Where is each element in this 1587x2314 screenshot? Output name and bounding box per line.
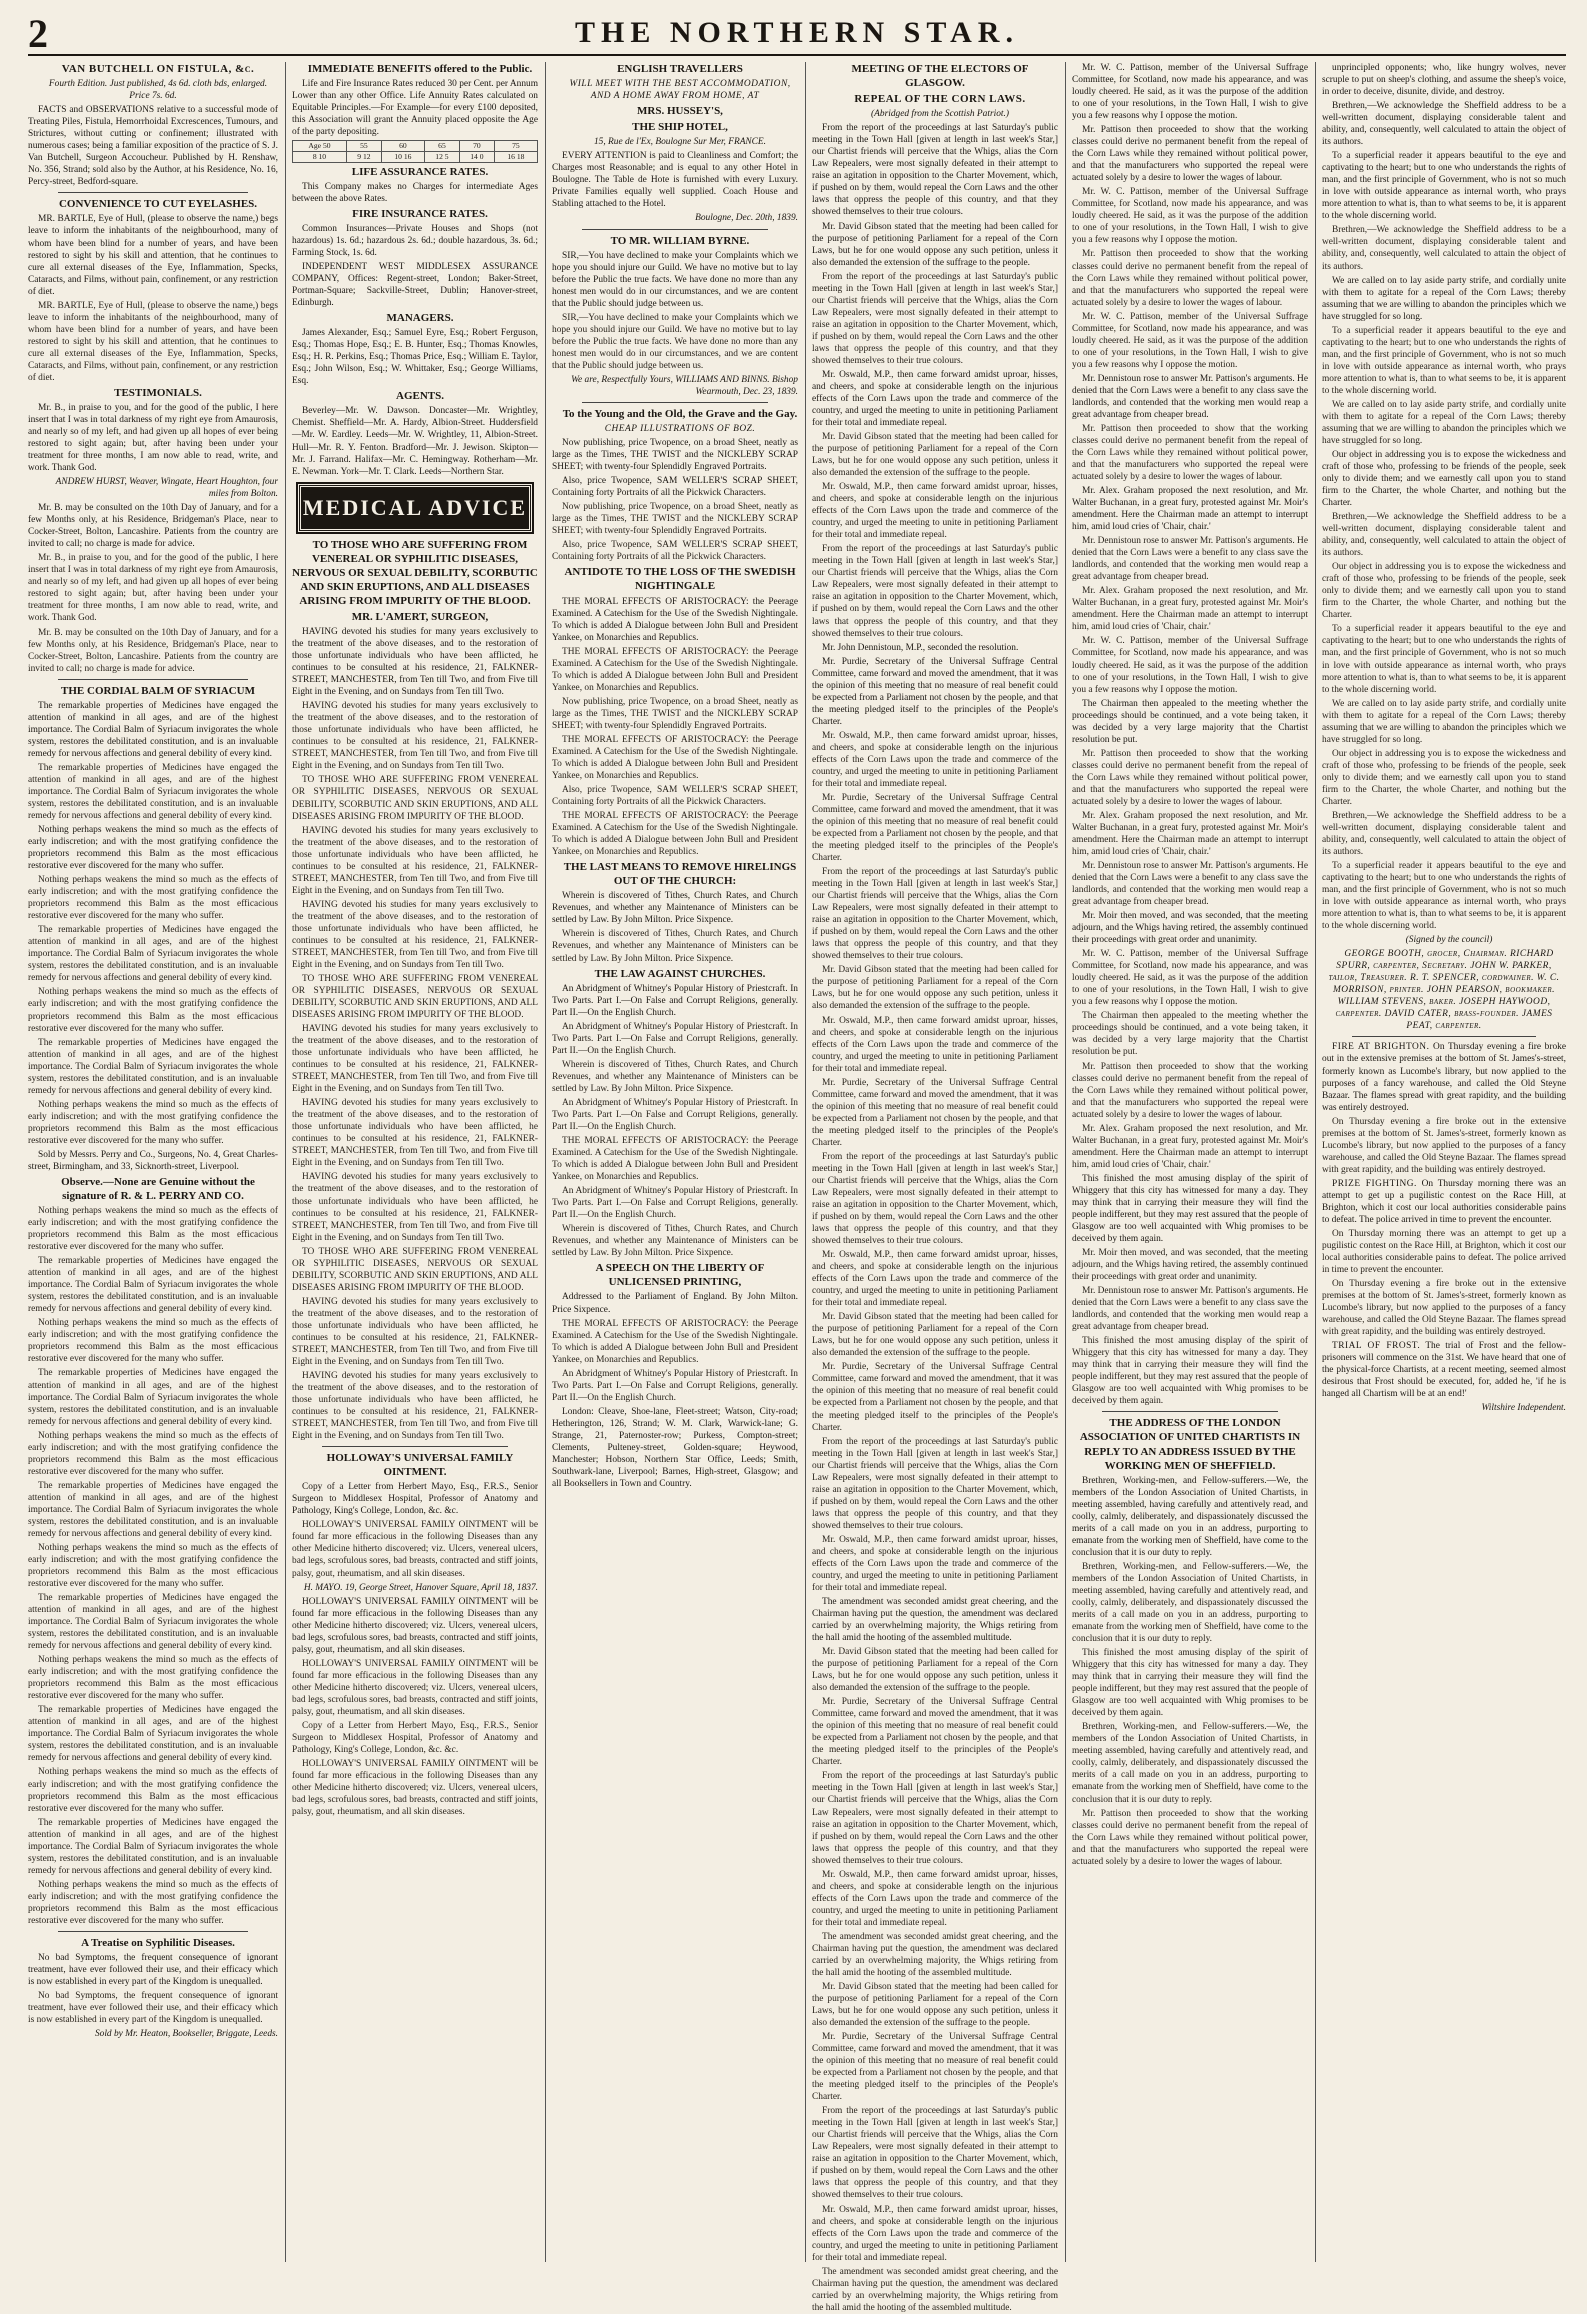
managers-heading: MANAGERS. <box>386 312 454 325</box>
advert-body: The remarkable properties of Medicines have engaged the attention of mankind in all ages, and are of the highest importance. The Cordial Balm of Syriacum invigorates the whole system, restores the debilitated constitution, and is an invaluable remedy for nervous affections and general debility of every kind. <box>28 1480 278 1539</box>
table-row <box>293 141 538 152</box>
advert-heading: A Treatise on Syphilitic Diseases. <box>81 1936 235 1949</box>
advert-body: Nothing perhaps weakens the mind so much as the effects of early indiscretion; and with the most gratifying confidence the proprietors recommend this Balm as the most efficacious restorative ever discovered for the many who suffer. <box>28 987 278 1034</box>
advert-heading: To the Young and the Old, the Grave and the Gay. <box>562 407 798 420</box>
article-paragraph: From the report of the proceedings at last Saturday's public meeting in the Town Hall [given at length in last week's Star,] our Chartist friends will perceive that the Whigs, alias the Corn Law Repealers, were most signally defeated in their attempt to raise an agitation in opposition to the Charter Movement, which, if pushed on by them, would repeal the Corn Laws and the other laws that oppress the people of this country, and that they showed themselves to their true colours. <box>812 1436 1058 1531</box>
news-paragraph: On Thursday evening a fire broke out in the extensive premises at the bottom of St. James's-street, formerly known as Lucombe's library, but now applied to the purposes of a fancy warehouse, and called the Old Steyne Bazaar. The flames spread with great rapidity, and the building was entirely destroyed. <box>1322 1116 1566 1175</box>
advert-date: Boulogne, Dec. 20th, 1839. <box>695 213 798 224</box>
advert-body: INDEPENDENT WEST MIDDLESEX ASSURANCE COMPANY, Offices: Regent-street, London; Baker-Street, Portman-Square; Sackville-Street, Dublin; Hanover-street, Edinburgh. <box>292 261 538 309</box>
article-source: (Abridged from the Scottish Patriot.) <box>871 109 1009 120</box>
advert-body: Nothing perhaps weakens the mind so much as the effects of early indiscretion; and with the most gratifying confidence the proprietors recommend this Balm as the most efficacious restorative ever discovered for the many who suffer. <box>28 1767 278 1814</box>
article-paragraph: From the report of the proceedings at last Saturday's public meeting in the Town Hall [given at length in last week's Star,] our Chartist friends will perceive that the Whigs, alias the Corn Law Repealers, were most signally defeated in their attempt to raise an agitation in opposition to the Charter Movement, which, if pushed on by them, would repeal the Corn Laws and the other laws that oppress the people of this country, and that they showed themselves to their true colours. <box>812 544 1058 639</box>
article-paragraph: Mr. Moir then moved, and was seconded, that the meeting adjourn, and the Whigs having retired, the assembly continued their proceedings with great order and unanimity. <box>1072 1247 1308 1283</box>
article-paragraph: Mr. Oswald, M.P., then came forward amidst uproar, hisses, and cheers, and spoke at considerable length on the injurious effects of the Corn Laws upon the trade and commerce of the country, and urged the meeting to unite in petitioning Parliament for their total and immediate repeal. <box>812 1869 1058 1928</box>
advert-heading: ENGLISH TRAVELLERS <box>617 63 743 75</box>
page-number: 2 <box>28 11 48 56</box>
advert-body: Nothing perhaps weakens the mind so much as the effects of early indiscretion; and with the most gratifying confidence the proprietors recommend this Balm as the most efficacious restorative ever discovered for the many who suffer. <box>28 1879 278 1926</box>
letter-heading: TO MR. WILLIAM BYRNE. <box>610 234 750 247</box>
advert-name: MR. L'AMERT, SURGEON, <box>351 611 489 623</box>
article-paragraph: Brethren, Working-men, and Fellow-sufferers.—We, the members of the London Association of United Chartists, in meeting assembled, having carefully and attentively read, and coolly, calmly, deliberately, and dispassionately discussed the merits of a call made on you in an address, purporting to emanate from the working men of Sheffield, have come to the conclusion that it is our duty to reply. <box>1072 1561 1308 1645</box>
advert-body: Now publishing, price Twopence, on a broad Sheet, neatly as large as the Times, THE TWIST and the NICKLEBY SCRAP SHEET; with twenty-four Splendidly Engraved Portraits. <box>552 438 798 473</box>
advert-heading: THE LAW AGAINST CHURCHES. <box>594 967 766 980</box>
article-paragraph: Mr. Alex. Graham proposed the next resolution, and Mr. Walter Buchanan, in a great fury, protested against Mr. Moir's amendment. Here the Chairman made an attempt to interrupt him, amid loud cries of 'Chair, chair.' <box>1072 486 1308 533</box>
letter-body: SIR,—You have declined to make your Complaints which we hope you should injure our Guild. We have no motive but to lay before the Public the true facts. We have done no more than any honest men would do in our circumstances, and we are content that the Public should judge between us. <box>552 312 798 371</box>
advert-body: HAVING devoted his studies for many years exclusively to the treatment of the above diseases, and to the restoration of those unfortunate individuals who have been afflicted, he continues to be consulted at his residence, 21, FALKNER-STREET, MANCHESTER, from Ten till Two, and from Five till Eight in the Evening, and on Sundays from Ten till Two. <box>292 1296 538 1367</box>
table-row <box>293 151 538 162</box>
advert-heading: THE LAST MEANS TO REMOVE HIRELINGS OUT OF THE CHURCH: <box>563 861 797 888</box>
column-divider <box>1315 62 1316 2262</box>
advert-body: The remarkable properties of Medicines have engaged the attention of mankind in all ages, and are of the highest importance. The Cordial Balm of Syriacum invigorates the whole system, restores the debilitated constitution, and is an invaluable remedy for nervous affections and general debility of every kind. <box>28 1593 278 1652</box>
signatories-list: GEORGE BOOTH, grocer, Chairman. RICHARD SPURR, carpenter, Secretary. JOHN W. PARKER, tailor, Treasurer. R. T. SPENCER, cordwainer. W. C. MORRISON, printer. JOHN PEARSON, bookmaker. WILLIAM STEVENS, baker. JOSEPH HAYWOOD, carpenter. DAVID CATER, brass-founder. JAMES PEAT, carpenter. <box>1328 949 1560 1032</box>
advert-body: An Abridgment of Whitney's Popular History of Priestcraft. In Two Parts. Part I.—On False and Corrupt Religions, generally. Part II.—On the English Church. <box>552 1097 798 1132</box>
advert-subheading: TO THOSE WHO ARE SUFFERING FROM VENEREAL OR SYPHILITIC DISEASES, NERVOUS OR SEXUAL DEBILITY, SCORBUTIC AND SKIN ERUPTIONS, AND ALL DISEASES ARISING FROM IMPURITY OF THE BLOOD. <box>292 538 538 607</box>
article-paragraph: Mr. David Gibson stated that the meeting had been called for the purpose of petitioning Parliament for a repeal of the Corn Laws, but he for one would oppose any such petition, unless it also demanded the extension of the suffrage to the people. <box>812 432 1058 479</box>
article-paragraph: Mr. Dennistoun rose to answer Mr. Pattison's arguments. He denied that the Corn Laws were a benefit to any class save the landlords, and contended that the working men would reap a great advantage from cheaper bread. <box>1072 861 1308 908</box>
advert-body: Now publishing, price Twopence, on a broad Sheet, neatly as large as the Times, THE TWIST and the NICKLEBY SCRAP SHEET; with twenty-four Splendidly Engraved Portraits. <box>552 696 798 731</box>
article-paragraph: Mr. David Gibson stated that the meeting had been called for the purpose of petitioning Parliament for a repeal of the Corn Laws, but he for one would oppose any such petition, unless it also demanded the extension of the suffrage to the people. <box>812 221 1058 268</box>
article-paragraph: The amendment was seconded amidst great cheering, and the Chairman having put the question, the amendment was declared carried by an overwhelming majority, the Whigs retiring from the hall amid the hooting of the assembled multitude. <box>812 2266 1058 2313</box>
article-paragraph: Mr. Dennistoun rose to answer Mr. Pattison's arguments. He denied that the Corn Laws were a benefit to any class save the landlords, and contended that the working men would reap a great advantage from cheaper bread. <box>1072 536 1308 583</box>
advert-body: THE MORAL EFFECTS OF ARISTOCRACY: the Peerage Examined. A Catechism for the Use of the Swedish Nightingale. To which is added A Dialogue between John Bull and President Yankee, on Monarchies and Republics. <box>552 734 798 781</box>
news-paragraph: On Thursday evening a fire broke out in the extensive premises at the bottom of St. James's-street, formerly known as Lucombe's library, but now applied to the purposes of a fancy warehouse, and called the Old Steyne Bazaar. The flames spread with great rapidity, and the building was entirely destroyed. <box>1322 1279 1566 1338</box>
news-paragraph: On Thursday morning there was an attempt to get up a pugilistic contest on the Race Hill, at Brighton, which it cost our local authorities considerable pains to defeat. The police arrived in time to prevent the encounter. <box>1322 1228 1566 1275</box>
advert-heading: CONVENIENCE TO CUT EYELASHES. <box>58 198 258 211</box>
advert-edition: Fourth Edition. Just published, 4s 6d. cloth bds, enlarged. Price 7s. 6d. <box>48 79 268 102</box>
article-paragraph: Mr. Oswald, M.P., then came forward amidst uproar, hisses, and cheers, and spoke at considerable length on the injurious effects of the Corn Laws upon the trade and commerce of the country, and urged the meeting to unite in petitioning Parliament for their total and immediate repeal. <box>812 2204 1058 2263</box>
advert-body: Wherein is discovered of Tithes, Church Rates, and Church Revenues, and whether any Maintenance of Ministers can be settled by Law. By John Milton. Price Sixpence. <box>552 1224 798 1259</box>
advert-body: MR. BARTLE, Eye of Hull, (please to observe the name,) begs leave to inform the inhabitants of the neighbourhood, many of whom have been blind for a number of years, and have been restored to sight by his skill and attention, that he continues to cure all external diseases of the Eye, Inflammation, Specks, Cataracts, and Films, without pain, confinement, or any restriction of diet. <box>28 214 278 297</box>
column-4 <box>812 62 1058 2313</box>
advert-body: EVERY ATTENTION is paid to Cleanliness and Comfort; the Charges most Reasonable; and is equal to any other Hotel in Boulogne. The Table de Hote is furnished with every Luxury. Private Families equally well supplied. Coach House and Stabling attached to the Hotel. <box>552 151 798 210</box>
table-cell: 60 <box>381 141 424 152</box>
article-paragraph: From the report of the proceedings at last Saturday's public meeting in the Town Hall [given at length in last week's Star,] our Chartist friends will perceive that the Whigs, alias the Corn Law Repealers, were most signally defeated in their attempt to raise an agitation in opposition to the Charter Movement, which, if pushed on by them, would repeal the Corn Laws and the other laws that oppress the people of this country, and that they showed themselves to their true colours. <box>812 867 1058 962</box>
publishers-list: London: Cleave, Shoe-lane, Fleet-street; Watson, City-road; Hetherington, 126, Strand; W. M. Clark, Warwick-lane; G. Strange, 21, Paternoster-row; Purkess, Compton-street; Clements, Pulteney-street, Golden-square; Heywood, Manchester; Hobson, Northern Star Office, Leeds; Smith, Southwark-lane, Liverpool; Barnes, High-street, Glasgow; and all Booksellers in Town and Country. <box>552 1406 798 1489</box>
advert-heading: IMMEDIATE BENEFITS offered to the Public. <box>307 63 533 75</box>
article-heading: MEETING OF THE ELECTORS OF GLASGOW. <box>851 63 1029 90</box>
article-paragraph: Brethren, Working-men, and Fellow-sufferers.—We, the members of the London Association of United Chartists, in meeting assembled, having carefully and attentively read, and coolly, calmly, deliberately, and dispassionately discussed the merits of a call made on you in an address, purporting to emanate from the working men of Sheffield, have come to the conclusion that it is our duty to reply. <box>1072 1475 1308 1558</box>
article-paragraph: Brethren,—We acknowledge the Sheffield address to be a well-written document, displaying considerable talent and ability, and, consequently, well calculated to attain the object of its authors. <box>1322 225 1566 272</box>
article-paragraph: Mr. Pattison then proceeded to show that the working classes could derive no permanent benefit from the repeal of the Corn Laws while they remained without political power, and that the manufacturers who supported the repeal were actuated solely by a desire to lower the wages of labour. <box>1072 423 1308 483</box>
signed-note: (Signed by the council) <box>1405 935 1493 946</box>
table-cell: 75 <box>494 141 537 152</box>
article-paragraph: From the report of the proceedings at last Saturday's public meeting in the Town Hall [given at length in last week's Star,] our Chartist friends will perceive that the Whigs, alias the Corn Law Repealers, were most signally defeated in their attempt to raise an agitation in opposition to the Charter Movement, which, if pushed on by them, would repeal the Corn Laws and the other laws that oppress the people of this country, and that they showed themselves to their true colours. <box>812 1151 1058 1247</box>
article-paragraph: Mr. Moir then moved, and was seconded, that the meeting adjourn, and the Whigs having retired, the assembly continued their proceedings with great order and unanimity. <box>1072 911 1308 946</box>
advert-body: TO THOSE WHO ARE SUFFERING FROM VENEREAL OR SYPHILITIC DISEASES, NERVOUS OR SEXUAL DEBILITY, SCORBUTIC AND SKIN ERUPTIONS, AND ALL DISEASES ARISING FROM IMPURITY OF THE BLOOD. <box>292 973 538 1021</box>
column-divider <box>1065 62 1066 2262</box>
advert-body: Wherein is discovered of Tithes, Church Rates, and Church Revenues, and whether any Maintenance of Ministers can be settled by Law. By John Milton. Price Sixpence. <box>552 1059 798 1094</box>
advert-body: Nothing perhaps weakens the mind so much as the effects of early indiscretion; and with the most gratifying confidence the proprietors recommend this Balm as the most efficacious restorative ever discovered for the many who suffer. <box>28 1318 278 1365</box>
column-divider <box>805 62 806 2262</box>
news-paragraph <box>1322 1178 1566 1226</box>
article-paragraph: We are called on to lay aside party strife, and cordially unite with them to agitate for a repeal of the Corn Laws; thereby assuming that we are willing to abandon the principles which we have struggled for so long. <box>1322 698 1566 745</box>
advert-body: HAVING devoted his studies for many years exclusively to the treatment of the above diseases, and to the restoration of those unfortunate individuals who have been afflicted, he continues to be consulted at his residence, 21, FALKNER-STREET, MANCHESTER, from Ten till Two, and from Five till Eight in the Evening, and on Sundays from Ten till Two. <box>292 627 538 698</box>
column-1 <box>28 62 278 2268</box>
advert-seller: Sold by Mr. Heaton, Bookseller, Briggate, Leeds. <box>94 2029 278 2040</box>
article-paragraph: Mr. David Gibson stated that the meeting had been called for the purpose of petitioning Parliament for a repeal of the Corn Laws, but he for one would oppose any such petition, unless it also demanded the extension of the suffrage to the people. <box>812 965 1058 1012</box>
advert-body: HOLLOWAY'S UNIVERSAL FAMILY OINTMENT will be found far more efficacious in the following Diseases than any other Medicine hitherto discovered; viz. Ulcers, venereal ulcers, bad legs, scrofulous sores, bad breasts, contracted and stiff joints, palsy, gout, rheumatism, and all skin diseases. <box>292 1596 538 1655</box>
advert-host: MRS. HUSSEY'S, <box>637 105 723 118</box>
article-paragraph: The amendment was seconded amidst great cheering, and the Chairman having put the question, the amendment was declared carried by an overwhelming majority, the Whigs retiring from the hall amid the hooting of the assembled multitude. <box>812 1931 1058 1978</box>
advert-body: Also, price Twopence, SAM WELLER'S SCRAP SHEET, Containing forty Portraits of all the Pickwick Characters. <box>552 476 798 499</box>
article-paragraph: To a superficial reader it appears beautiful to the eye and captivating to the heart; but to one who understands the rights of man, and the first principle of Government, who is not so much in love with outside appearance as internal worth, who prays more attention to what is, than to what seems to be, it is apparent to the whole discerning world. <box>1322 325 1566 396</box>
advert-body: The remarkable properties of Medicines have engaged the attention of mankind in all ages, and are of the highest importance. The Cordial Balm of Syriacum invigorates the whole system, restores the debilitated constitution, and is an invaluable remedy for nervous affections and general debility of every kind. <box>28 700 278 759</box>
advert-body: Also, price Twopence, SAM WELLER'S SCRAP SHEET, Containing forty Portraits of all the Pickwick Characters. <box>552 785 798 808</box>
advert-body: FACTS and OBSERVATIONS relative to a successful mode of Treating Piles, Fistula, Hemorrhoidal Excrescences, Tumours, and Strictures, without cutting or confinement; illustrated with numerous cases; being a familiar exposition of the practice of S. J. Van Butchell, Surgeon Accoucheur. Published by H. Renshaw, No. 356, Strand; sold also by the Author, at his Residence, No. 16, Percy-street, Bedford-square. <box>28 105 278 188</box>
article-paragraph: Mr. Dennistoun rose to answer Mr. Pattison's arguments. He denied that the Corn Laws were a benefit to any class save the landlords, and contended that the working men would reap a great advantage from cheaper bread. <box>1072 373 1308 420</box>
advert-body: Now publishing, price Twopence, on a broad Sheet, neatly as large as the Times, THE TWIST and the NICKLEBY SCRAP SHEET; with twenty-four Splendidly Engraved Portraits. <box>552 502 798 537</box>
article-paragraph: This finished the most amusing display of the spirit of Whiggery that this city has witnessed for many a day. They may think that in carrying their measure they will find the people indifferent, but they may rest assured that the people of Glasgow are too well acquainted with Whig promises to be deceived by them again. <box>1072 1336 1308 1407</box>
news-body: On Thursday morning there was an attempt to get up a pugilistic contest on the Race Hill, at Brighton, which it cost our local authorities considerable pains to defeat. The police arrived in time to prevent the encounter. <box>1322 1178 1567 1225</box>
advert-body: Copy of a Letter from Herbert Mayo, Esq., F.R.S., Senior Surgeon to Middlesex Hospital, Professor of Anatomy and Pathology, King's College, London, &c. &c. <box>292 1482 538 1517</box>
advert-heading: LIFE ASSURANCE RATES. <box>351 165 489 178</box>
article-paragraph: Mr. Alex. Graham proposed the next resolution, and Mr. Walter Buchanan, in a great fury, protested against Mr. Moir's amendment. Here the Chairman made an attempt to interrupt him, amid loud cries of 'Chair, chair.' <box>1072 810 1308 857</box>
advert-body: HAVING devoted his studies for many years exclusively to the treatment of the above diseases, and to the restoration of those unfortunate individuals who have been afflicted, he continues to be consulted at his residence, 21, FALKNER-STREET, MANCHESTER, from Ten till Two, and from Five till Eight in the Evening, and on Sundays from Ten till Two. <box>292 701 538 772</box>
advert-body: Nothing perhaps weakens the mind so much as the effects of early indiscretion; and with the most gratifying confidence the proprietors recommend this Balm as the most efficacious restorative ever discovered for the many who suffer. <box>28 1655 278 1702</box>
advert-body: THE MORAL EFFECTS OF ARISTOCRACY: the Peerage Examined. A Catechism for the Use of the Swedish Nightingale. To which is added A Dialogue between John Bull and President Yankee, on Monarchies and Republics. <box>552 811 798 858</box>
advert-body: The remarkable properties of Medicines have engaged the attention of mankind in all ages, and are of the highest importance. The Cordial Balm of Syriacum invigorates the whole system, restores the debilitated constitution, and is an invaluable remedy for nervous affections and general debility of every kind. <box>28 762 278 821</box>
advert-body: THE MORAL EFFECTS OF ARISTOCRACY: the Peerage Examined. A Catechism for the Use of the Swedish Nightingale. To which is added A Dialogue between John Bull and President Yankee, on Monarchies and Republics. <box>552 1318 798 1365</box>
column-divider <box>285 62 286 2262</box>
advert-body: Nothing perhaps weakens the mind so much as the effects of early indiscretion; and with the most gratifying confidence the proprietors recommend this Balm as the most efficacious restorative ever discovered for the many who suffer. <box>28 1099 278 1146</box>
article-paragraph: From the report of the proceedings at last Saturday's public meeting in the Town Hall [given at length in last week's Star,] our Chartist friends will perceive that the Whigs, alias the Corn Law Repealers, were most signally defeated in their attempt to raise an agitation in opposition to the Charter Movement, which, if pushed on by them, would repeal the Corn Laws and the other laws that oppress the people of this country, and that they showed themselves to their true colours. <box>812 2106 1058 2201</box>
advert-body: An Abridgment of Whitney's Popular History of Priestcraft. In Two Parts. Part I.—On False and Corrupt Religions, generally. Part II.—On the English Church. <box>552 1368 798 1403</box>
advert-body: Addressed to the Parliament of England. By John Milton. Price Sixpence. <box>552 1292 798 1315</box>
advert-hotel: THE SHIP HOTEL, <box>632 121 728 134</box>
advert-body: An Abridgment of Whitney's Popular History of Priestcraft. In Two Parts. Part I.—On False and Corrupt Religions, generally. Part II.—On the English Church. <box>552 1186 798 1221</box>
table-cell: 65 <box>424 141 459 152</box>
advert-body: MR. BARTLE, Eye of Hull, (please to observe the name,) begs leave to inform the inhabitants of the neighbourhood, many of whom have been blind for a number of years, and have been restored to sight by his skill and attention, that he continues to cure all external diseases of the Eye, Inflammation, Specks, Cataracts, and Films, without pain, confinement, or any restriction of diet. <box>28 300 278 383</box>
column-divider <box>545 62 546 2262</box>
article-paragraph: Mr. Dennistoun rose to answer Mr. Pattison's arguments. He denied that the Corn Laws were a benefit to any class save the landlords, and contended that the working men would reap a great advantage from cheaper bread. <box>1072 1286 1308 1333</box>
article-paragraph: Mr. David Gibson stated that the meeting had been called for the purpose of petitioning Parliament for a repeal of the Corn Laws, but he for one would oppose any such petition, unless it also demanded the extension of the suffrage to the people. <box>812 1312 1058 1359</box>
advert-subheading: WILL MEET WITH THE BEST ACCOMMODATION, AND A HOME AWAY FROM HOME, AT <box>569 79 791 102</box>
article-paragraph: Mr. Purdie, Secretary of the Universal Suffrage Central Committee, came forward and moved the amendment, that it was the opinion of this meeting that no measure of real benefit could be expected from a Parliament not chosen by the people, and that the meeting pledged itself to the principles of the People's Charter. <box>812 792 1058 864</box>
column-6 <box>1322 62 1566 2268</box>
article-paragraph: Mr. Purdie, Secretary of the Universal Suffrage Central Committee, came forward and moved the amendment, that it was the opinion of this meeting that no measure of real benefit could be expected from a Parliament not chosen by the people, and that the meeting pledged itself to the principles of the People's Charter. <box>812 656 1058 727</box>
advert-body: An Abridgment of Whitney's Popular History of Priestcraft. In Two Parts. Part I.—On False and Corrupt Religions, generally. Part II.—On the English Church. <box>552 983 798 1018</box>
table-cell: 8 10 <box>293 151 347 162</box>
advert-body: Life and Fire Insurance Rates reduced 30 per Cent. per Annum Lower than any other Office. Life Annuity Rates calculated on Equitable Principles.—For Example—for every £100 deposited, this Association will grant the Annuity placed opposite the Age of the party depositing. <box>292 79 538 138</box>
advert-body: HOLLOWAY'S UNIVERSAL FAMILY OINTMENT will be found far more efficacious in the following Diseases than any other Medicine hitherto discovered; viz. Ulcers, venereal ulcers, bad legs, scrofulous sores, bad breasts, contracted and stiff joints, palsy, gout, rheumatism, and all skin diseases. <box>292 1520 538 1579</box>
article-paragraph: This finished the most amusing display of the spirit of Whiggery that this city has witnessed for many a day. They may think that in carrying their measure they will find the people indifferent, but they may rest assured that the people of Glasgow are too well acquainted with Whig promises to be deceived by them again. <box>1072 1173 1308 1244</box>
letter-body: SIR,—You have declined to make your Complaints which we hope you should injure our Guild. We have no motive but to lay before the Public the true facts. We have done no more than any honest men would do in our circumstances, and we are content that the Public should judge between us. <box>552 250 798 309</box>
advert-body: The remarkable properties of Medicines have engaged the attention of mankind in all ages, and are of the highest importance. The Cordial Balm of Syriacum invigorates the whole system, restores the debilitated constitution, and is an invaluable remedy for nervous affections and general debility of every kind. <box>28 1256 278 1315</box>
advert-body: Nothing perhaps weakens the mind so much as the effects of early indiscretion; and with the most gratifying confidence the proprietors recommend this Balm as the most efficacious restorative ever discovered for the many who suffer. <box>28 875 278 922</box>
table-cell: 10 16 <box>381 151 424 162</box>
advert-body: Nothing perhaps weakens the mind so much as the effects of early indiscretion; and with the most gratifying confidence the proprietors recommend this Balm as the most efficacious restorative ever discovered for the many who suffer. <box>28 1430 278 1477</box>
article-paragraph: Mr. Pattison then proceeded to show that the working classes could derive no permanent benefit from the repeal of the Corn Laws while they remained without political power, and that the manufacturers who supported the repeal were actuated solely by a desire to lower the wages of labour. <box>1072 1061 1308 1120</box>
advert-body: THE MORAL EFFECTS OF ARISTOCRACY: the Peerage Examined. A Catechism for the Use of the Swedish Nightingale. To which is added A Dialogue between John Bull and President Yankee, on Monarchies and Republics. <box>552 646 798 693</box>
advert-body: The remarkable properties of Medicines have engaged the attention of mankind in all ages, and are of the highest importance. The Cordial Balm of Syriacum invigorates the whole system, restores the debilitated constitution, and is an invaluable remedy for nervous affections and general debility of every kind. <box>28 1037 278 1096</box>
article-paragraph: Mr. Alex. Graham proposed the next resolution, and Mr. Walter Buchanan, in a great fury, protested against Mr. Moir's amendment. Here the Chairman made an attempt to interrupt him, amid loud cries of 'Chair, chair.' <box>1072 586 1308 633</box>
advert-subheading: CHEAP ILLUSTRATIONS OF BOZ. <box>604 424 756 435</box>
article-paragraph: Mr. W. C. Pattison, member of the Universal Suffrage Committee, for Scotland, now made his appearance, and was loudly cheered. He said, as it was the purpose of the addition to one of your resolutions, in the Town Hall, I wish to give you a few reasons why I oppose the motion. <box>1072 949 1308 1008</box>
advert-body: Nothing perhaps weakens the mind so much as the effects of early indiscretion; and with the most gratifying confidence the proprietors recommend this Balm as the most efficacious restorative ever discovered for the many who suffer. <box>28 1542 278 1589</box>
article-paragraph: Mr. Oswald, M.P., then came forward amidst uproar, hisses, and cheers, and spoke at considerable length on the injurious effects of the Corn Laws upon the trade and commerce of the country, and urged the meeting to unite in petitioning Parliament for their total and immediate repeal. <box>812 482 1058 541</box>
advert-body: HAVING devoted his studies for many years exclusively to the treatment of the above diseases, and to the restoration of those unfortunate individuals who have been afflicted, he continues to be consulted at his residence, 21, FALKNER-STREET, MANCHESTER, from Ten till Two, and from Five till Eight in the Evening, and on Sundays from Ten till Two. <box>292 1370 538 1442</box>
advert-notice: Observe.—None are Genuine without the signature of R. & L. PERRY AND CO. <box>61 1175 255 1202</box>
article-paragraph: Brethren,—We acknowledge the Sheffield address to be a well-written document, displaying considerable talent and ability, and, consequently, well calculated to attain the object of its authors. <box>1322 512 1566 559</box>
article-paragraph: Mr. Purdie, Secretary of the Universal Suffrage Central Committee, came forward and moved the amendment, that it was the opinion of this meeting that no measure of real benefit could be expected from a Parliament not chosen by the people, and that the meeting pledged itself to the principles of the People's Charter. <box>812 1697 1058 1768</box>
advert-body: Nothing perhaps weakens the mind so much as the effects of early indiscretion; and with the most gratifying confidence the proprietors recommend this Balm as the most efficacious restorative ever discovered for the many who suffer. <box>28 1206 278 1253</box>
advert-body: The remarkable properties of Medicines have engaged the attention of mankind in all ages, and are of the highest importance. The Cordial Balm of Syriacum invigorates the whole system, restores the debilitated constitution, and is an invaluable remedy for nervous affections and general debility of every kind. <box>28 1817 278 1876</box>
advert-heading: VAN BUTCHELL ON FISTULA, &c. <box>61 63 255 75</box>
table-cell: 16 18 <box>494 151 537 162</box>
advert-heading: FIRE INSURANCE RATES. <box>352 207 488 220</box>
masthead-rule <box>28 54 1566 56</box>
article-paragraph: Mr. Oswald, M.P., then came forward amidst uproar, hisses, and cheers, and spoke at considerable length on the injurious effects of the Corn Laws upon the trade and commerce of the country, and urged the meeting to unite in petitioning Parliament for their total and immediate repeal. <box>812 369 1058 429</box>
article-paragraph: unprincipled opponents; who, like hungry wolves, never scruple to put on sheep's clothing, and assume the sheep's voice, in order to deceive, disunite, divide, and destroy. <box>1322 63 1566 98</box>
advert-signature: H. MAYO. 19, George Street, Hanover Square, April 18, 1837. <box>303 1582 538 1593</box>
advert-body: Wherein is discovered of Tithes, Church Rates, and Church Revenues, and whether any Maintenance of Ministers can be settled by Law. By John Milton. Price Sixpence. <box>552 891 798 926</box>
advert-body: HAVING devoted his studies for many years exclusively to the treatment of the above diseases, and to the restoration of those unfortunate individuals who have been afflicted, he continues to be consulted at his residence, 21, FALKNER-STREET, MANCHESTER, from Ten till Two, and from Five till Eight in the Evening, and on Sundays from Ten till Two. <box>292 1172 538 1243</box>
article-paragraph: To a superficial reader it appears beautiful to the eye and captivating to the heart; but to one who understands the rights of man, and the first principle of Government, who is not so much in love with outside appearance as internal worth, who prays more attention to what is, than to what seems to be, it is apparent to the whole discerning world. <box>1322 861 1566 932</box>
article-paragraph: From the report of the proceedings at last Saturday's public meeting in the Town Hall [given at length in last week's Star,] our Chartist friends will perceive that the Whigs, alias the Corn Law Repealers, were most signally defeated in their attempt to raise an agitation in opposition to the Charter Movement, which, if pushed on by them, would repeal the Corn Laws and the other laws that oppress the people of this country, and that they showed themselves to their true colours. <box>812 123 1058 218</box>
masthead <box>28 10 1566 54</box>
managers-list: James Alexander, Esq.; Samuel Eyre, Esq.; Robert Ferguson, Esq.; Thomas Hope, Esq.; E. B. Hunter, Esq.; Thomas Knowles, Esq.; H. R. Perkins, Esq.; Thomas Price, Esq.; William E. Taylor, Esq.; John Wilson, Esq.; W. Whittaker, Esq.; George Williams, Esq. <box>292 328 538 387</box>
article-paragraph: We are called on to lay aside party strife, and cordially unite with them to agitate for a repeal of the Corn Laws; thereby assuming that we are willing to abandon the principles which we have struggled for so long. <box>1322 275 1566 322</box>
article-paragraph: Mr. W. C. Pattison, member of the Universal Suffrage Committee, for Scotland, now made his appearance, and was loudly cheered. He said, as it was the purpose of the addition to one of your resolutions, in the Town Hall, I wish to give you a few reasons why I oppose the motion. <box>1072 187 1308 246</box>
advert-body: No bad Symptoms, the frequent consequence of ignorant treatment, have ever followed their use, and their efficacy which is now established in every part of the Kingdom is unequalled. <box>28 1952 278 1988</box>
article-paragraph: Our object in addressing you is to expose the wickedness and craft of those who, professing to be friends of the people, seek only to divide them; and we earnestly call upon you to stand firm to the Charter, the whole Charter, and nothing but the Charter. <box>1322 562 1566 621</box>
testimonial-text: Mr. B., in praise to you, and for the good of the public, I here insert that I was in total darkness of my right eye from Amaurosis, and nearly so of my left, and had given up all hopes of ever being restored to sight again; but, after having been under your treatment for three months, I am now able to read, write, and work. Thank God. <box>28 402 278 474</box>
article-paragraph: Mr. David Gibson stated that the meeting had been called for the purpose of petitioning Parliament for a repeal of the Corn Laws, but he for one would oppose any such petition, unless it also demanded the extension of the suffrage to the people. <box>812 1647 1058 1694</box>
advert-body: Also, price Twopence, SAM WELLER'S SCRAP SHEET, Containing forty Portraits of all the Pickwick Characters. <box>552 540 798 563</box>
advert-body: TO THOSE WHO ARE SUFFERING FROM VENEREAL OR SYPHILITIC DISEASES, NERVOUS OR SEXUAL DEBILITY, SCORBUTIC AND SKIN ERUPTIONS, AND ALL DISEASES ARISING FROM IMPURITY OF THE BLOOD. <box>292 1246 538 1293</box>
table-cell: 9 12 <box>346 151 381 162</box>
advert-body: Mr. B., in praise to you, and for the good of the public, I here insert that I was in total darkness of my right eye from Amaurosis, and nearly so of my left, and had given up all hopes of ever being restored to sight again; but, after having been under your treatment for three months, I am now able to read, write, and work. Thank God. <box>28 553 278 624</box>
article-paragraph: Mr. Oswald, M.P., then came forward amidst uproar, hisses, and cheers, and spoke at considerable length on the injurious effects of the Corn Laws upon the trade and commerce of the country, and urged the meeting to unite in petitioning Parliament for their total and immediate repeal. <box>812 1015 1058 1074</box>
advert-body: HAVING devoted his studies for many years exclusively to the treatment of the above diseases, and to the restoration of those unfortunate individuals who have been afflicted, he continues to be consulted at his residence, 21, FALKNER-STREET, MANCHESTER, from Ten till Two, and from Five till Eight in the Evening, and on Sundays from Ten till Two. <box>292 825 538 896</box>
article-paragraph: To a superficial reader it appears beautiful to the eye and captivating to the heart; but to one who understands the rights of man, and the first principle of Government, who is not so much in love with outside appearance as internal worth, who prays more attention to what is, than to what seems to be, it is apparent to the whole discerning world. <box>1322 151 1566 222</box>
table-cell: 55 <box>346 141 381 152</box>
advert-heading: A SPEECH ON THE LIBERTY OF UNLICENSED PRINTING, <box>595 1262 765 1289</box>
advert-body: HOLLOWAY'S UNIVERSAL FAMILY OINTMENT will be found far more efficacious in the following Diseases than any other Medicine hitherto discovered; viz. Ulcers, venereal ulcers, bad legs, scrofulous sores, bad breasts, contracted and stiff joints, palsy, gout, rheumatism, and all skin diseases. <box>292 1758 538 1818</box>
article-paragraph: Mr. Pattison then proceeded to show that the working classes could derive no permanent benefit from the repeal of the Corn Laws while they remained without political power, and that the manufacturers who supported the repeal were actuated solely by a desire to lower the wages of labour. <box>1072 125 1308 184</box>
article-paragraph: Brethren,—We acknowledge the Sheffield address to be a well-written document, displaying considerable talent and ability, and, consequently, well calculated to attain the object of its authors. <box>1322 810 1566 857</box>
advert-body: The remarkable properties of Medicines have engaged the attention of mankind in all ages, and are of the highest importance. The Cordial Balm of Syriacum invigorates the whole system, restores the debilitated constitution, and is an invaluable remedy for nervous affections and general debility of every kind. <box>28 1368 278 1427</box>
advert-body: Nothing perhaps weakens the mind so much as the effects of early indiscretion; and with the most gratifying confidence the proprietors recommend this Balm as the most efficacious restorative ever discovered for the many who suffer. <box>28 825 278 872</box>
letter-signature: We are, Respectfully Yours, WILLIAMS AND BINNS. Bishop Wearmouth, Dec. 23, 1839. <box>571 374 798 397</box>
article-paragraph: Brethren,—We acknowledge the Sheffield address to be a well-written document, displaying considerable talent and ability, and, consequently, well calculated to attain the object of its authors. <box>1322 101 1566 148</box>
article-paragraph: Mr. John Dennistoun, M.P., seconded the resolution. <box>822 642 1019 653</box>
advert-body: Common Insurances—Private Houses and Shops (not hazardous) 1s. 6d.; hazardous 2s. 6d.; double hazardous, 3s. 6d.; Farming Stock, 1s. 6d. <box>292 223 538 258</box>
article-paragraph: Mr. Purdie, Secretary of the Universal Suffrage Central Committee, came forward and moved the amendment, that it was the opinion of this meeting that no measure of real benefit could be expected from a Parliament not chosen by the people, and that the meeting pledged itself to the principles of the People's Charter. <box>812 2032 1058 2103</box>
article-paragraph: Mr. Oswald, M.P., then came forward amidst uproar, hisses, and cheers, and spoke at considerable length on the injurious effects of the Corn Laws upon the trade and commerce of the country, and urged the meeting to unite in petitioning Parliament for their total and immediate repeal. <box>812 1250 1058 1309</box>
article-paragraph: Mr. Pattison then proceeded to show that the working classes could derive no permanent benefit from the repeal of the Corn Laws while they remained without political power, and that the manufacturers who supported the repeal were actuated solely by a desire to lower the wages of labour. <box>1072 1808 1308 1867</box>
article-paragraph: From the report of the proceedings at last Saturday's public meeting in the Town Hall [given at length in last week's Star,] our Chartist friends will perceive that the Whigs, alias the Corn Law Repealers, were most signally defeated in their attempt to raise an agitation in opposition to the Charter Movement, which, if pushed on by them, would repeal the Corn Laws and the other laws that oppress the people of this country, and that they showed themselves to their true colours. <box>812 271 1058 366</box>
table-cell: 14 0 <box>459 151 494 162</box>
column-5 <box>1072 62 1308 2268</box>
article-paragraph: Mr. W. C. Pattison, member of the Universal Suffrage Committee, for Scotland, now made his appearance, and was loudly cheered. He said, as it was the purpose of the addition to one of your resolutions, in the Town Hall, I wish to give you a few reasons why I oppose the motion. <box>1072 311 1308 370</box>
article-heading: THE ADDRESS OF THE LONDON ASSOCIATION OF UNITED CHARTISTS IN REPLY TO AN ADDRESS ISSUED BY THE WORKING MEN OF SHEFFIELD. <box>1079 1417 1301 1472</box>
column-2 <box>292 62 538 2268</box>
news-heading: PRIZE FIGHTING. <box>1332 1178 1417 1189</box>
annuity-rates-table <box>292 140 538 162</box>
advert-body: The remarkable properties of Medicines have engaged the attention of mankind in all ages, and are of the highest importance. The Cordial Balm of Syriacum invigorates the whole system, restores the debilitated constitution, and is an invaluable remedy for nervous affections and general debility of every kind. <box>28 925 278 984</box>
news-paragraph <box>1322 1340 1566 1400</box>
advert-sellers: Sold by Messrs. Perry and Co., Surgeons, No. 4, Great Charles-street, Birmingham, and 33, Sicknorth-street, Liverpool. <box>28 1149 278 1172</box>
column-3 <box>552 62 798 2268</box>
advert-address: 15, Rue de l'Ex, Boulogne Sur Mer, FRANCE. <box>593 137 767 148</box>
article-paragraph: Our object in addressing you is to expose the wickedness and craft of those who, professing to be friends of the people, seek only to divide them; and we earnestly call upon you to stand firm to the Charter, the whole Charter, and nothing but the Charter. <box>1322 449 1566 509</box>
advert-body: TO THOSE WHO ARE SUFFERING FROM VENEREAL OR SYPHILITIC DISEASES, NERVOUS OR SEXUAL DEBILITY, SCORBUTIC AND SKIN ERUPTIONS, AND ALL DISEASES ARISING FROM IMPURITY OF THE BLOOD. <box>292 775 538 822</box>
article-paragraph: Mr. Alex. Graham proposed the next resolution, and Mr. Walter Buchanan, in a great fury, protested against Mr. Moir's amendment. Here the Chairman made an attempt to interrupt him, amid loud cries of 'Chair, chair.' <box>1072 1123 1308 1170</box>
advert-body: An Abridgment of Whitney's Popular History of Priestcraft. In Two Parts. Part I.—On False and Corrupt Religions, generally. Part II.—On the English Church. <box>552 1021 798 1056</box>
medical-advice-banner: MEDICAL ADVICE <box>298 484 532 532</box>
advert-body: This Company makes no Charges for intermediate Ages between the above Rates. <box>292 181 538 204</box>
advert-heading: HOLLOWAY'S UNIVERSAL FAMILY OINTMENT. <box>326 1452 514 1479</box>
advert-body: Mr. B. may be consulted on the 10th Day of January, and for a few Months only, at his Residence, Bridgeman's Place, near to Cocker-Street, Bolton, Lancashire. Patients from the country are invited to call; no charge is made for advice. <box>28 503 278 550</box>
advert-body: Copy of a Letter from Herbert Mayo, Esq., F.R.S., Senior Surgeon to Middlesex Hospital, Professor of Anatomy and Pathology, King's College, London, &c. &c. <box>292 1720 538 1755</box>
table-cell: 12 5 <box>424 151 459 162</box>
article-paragraph: The amendment was seconded amidst great cheering, and the Chairman having put the question, the amendment was declared carried by an overwhelming majority, the Whigs retiring from the hall amid the hooting of the assembled multitude. <box>812 1596 1058 1644</box>
advert-body: HOLLOWAY'S UNIVERSAL FAMILY OINTMENT will be found far more efficacious in the following Diseases than any other Medicine hitherto discovered; viz. Ulcers, venereal ulcers, bad legs, scrofulous sores, bad breasts, contracted and stiff joints, palsy, gout, rheumatism, and all skin diseases. <box>292 1658 538 1717</box>
news-source: Wiltshire Independent. <box>1481 1403 1566 1414</box>
article-paragraph: Mr. David Gibson stated that the meeting had been called for the purpose of petitioning Parliament for a repeal of the Corn Laws, but he for one would oppose any such petition, unless it also demanded the extension of the suffrage to the people. <box>812 1981 1058 2029</box>
article-paragraph: We are called on to lay aside party strife, and cordially unite with them to agitate for a repeal of the Corn Laws; thereby assuming that we are willing to abandon the principles which we have struggled for so long. <box>1322 399 1566 446</box>
article-paragraph: The Chairman then appealed to the meeting whether the proceedings should be continued, and a vote being taken, it was decided by a very large majority that the Chartist resolution be put. <box>1072 698 1308 745</box>
article-paragraph: Our object in addressing you is to expose the wickedness and craft of those who, professing to be friends of the people, seek only to divide them; and we earnestly call upon you to stand firm to the Charter, the whole Charter, and nothing but the Charter. <box>1322 748 1566 807</box>
article-paragraph: Mr. W. C. Pattison, member of the Universal Suffrage Committee, for Scotland, now made his appearance, and was loudly cheered. He said, as it was the purpose of the addition to one of your resolutions, in the Town Hall, I wish to give you a few reasons why I oppose the motion. <box>1072 63 1308 122</box>
testimonials-heading: TESTIMONIALS. <box>114 386 202 399</box>
news-body: On Thursday evening a fire broke out in the extensive premises at the bottom of St. James's-street, formerly known as Lucombe's library, but now applied to the purposes of a fancy warehouse, and called the Old Steyne Bazaar. The flames spread with great rapidity, and the building was entirely destroyed. <box>1322 1042 1567 1113</box>
advert-body: The remarkable properties of Medicines have engaged the attention of mankind in all ages, and are of the highest importance. The Cordial Balm of Syriacum invigorates the whole system, restores the debilitated constitution, and is an invaluable remedy for nervous affections and general debility of every kind. <box>28 1705 278 1764</box>
advert-body: HAVING devoted his studies for many years exclusively to the treatment of the above diseases, and to the restoration of those unfortunate individuals who have been afflicted, he continues to be consulted at his residence, 21, FALKNER-STREET, MANCHESTER, from Ten till Two, and from Five till Eight in the Evening, and on Sundays from Ten till Two. <box>292 1024 538 1095</box>
table-cell: Age 50 <box>293 141 347 152</box>
article-subheading: REPEAL OF THE CORN LAWS. <box>854 93 1026 106</box>
article-paragraph: The Chairman then appealed to the meeting whether the proceedings should be continued, and a vote being taken, it was decided by a very large majority that the Chartist resolution be put. <box>1072 1011 1308 1058</box>
advert-heading: ANTIDOTE TO THE LOSS OF THE SWEDISH NIGHTINGALE <box>564 566 796 593</box>
news-paragraph <box>1322 1041 1566 1113</box>
advert-body: Wherein is discovered of Tithes, Church Rates, and Church Revenues, and whether any Maintenance of Ministers can be settled by Law. By John Milton. Price Sixpence. <box>552 929 798 964</box>
article-paragraph: Brethren, Working-men, and Fellow-sufferers.—We, the members of the London Association of United Chartists, in meeting assembled, having carefully and attentively read, and coolly, calmly, deliberately, and dispassionately discussed the merits of a call made on you in an address, purporting to emanate from the working men of Sheffield, have come to the conclusion that it is our duty to reply. <box>1072 1722 1308 1805</box>
newspaper-title: THE NORTHERN STAR. <box>575 16 1019 49</box>
advert-body: Mr. B. may be consulted on the 10th Day of January, and for a few Months only, at his Residence, Bridgeman's Place, near to Cocker-Street, Bolton, Lancashire. Patients from the country are invited to call; no charge is made for advice. <box>28 627 278 674</box>
advert-body: HAVING devoted his studies for many years exclusively to the treatment of the above diseases, and to the restoration of those unfortunate individuals who have been afflicted, he continues to be consulted at his residence, 21, FALKNER-STREET, MANCHESTER, from Ten till Two, and from Five till Eight in the Evening, and on Sundays from Ten till Two. <box>292 1098 538 1169</box>
news-body: The trial of Frost and the fellow-prisoners will commence on the 31st. We have heard that one of the physical-force Chartists, at a recent meeting, seemed almost desirous that Frost should be executed, for, added he, 'if he is hanged all Chartism will be at an end!' <box>1322 1341 1566 1400</box>
advert-heading: THE CORDIAL BALM OF SYRIACUM <box>61 684 255 697</box>
article-paragraph: From the report of the proceedings at last Saturday's public meeting in the Town Hall [given at length in last week's Star,] our Chartist friends will perceive that the Whigs, alias the Corn Law Repealers, were most signally defeated in their attempt to raise an agitation in opposition to the Charter Movement, which, if pushed on by them, would repeal the Corn Laws and the other laws that oppress the people of this country, and that they showed themselves to their true colours. <box>812 1771 1058 1866</box>
article-paragraph: Mr. Pattison then proceeded to show that the working classes could derive no permanent benefit from the repeal of the Corn Laws while they remained without political power, and that the manufacturers who supported the repeal were actuated solely by a desire to lower the wages of labour. <box>1072 249 1308 308</box>
advert-body: THE MORAL EFFECTS OF ARISTOCRACY: the Peerage Examined. A Catechism for the Use of the Swedish Nightingale. To which is added A Dialogue between John Bull and President Yankee, on Monarchies and Republics. <box>552 1136 798 1183</box>
article-paragraph: Mr. Purdie, Secretary of the Universal Suffrage Central Committee, came forward and moved the amendment, that it was the opinion of this meeting that no measure of real benefit could be expected from a Parliament not chosen by the people, and that the meeting pledged itself to the principles of the People's Charter. <box>812 1362 1058 1433</box>
news-heading: FIRE AT BRIGHTON. <box>1332 1042 1430 1053</box>
article-paragraph: To a superficial reader it appears beautiful to the eye and captivating to the heart; but to one who understands the rights of man, and the first principle of Government, who is not so much in love with outside appearance as internal worth, who prays more attention to what is, than to what seems to be, it is apparent to the whole discerning world. <box>1322 624 1566 695</box>
agents-heading: AGENTS. <box>396 390 444 403</box>
agents-list: Beverley—Mr. W. Dawson. Doncaster—Mr. Wrightley, Chemist. Sheffield—Mr. A. Hardy, Albion-Street. Huddersfield—Mr. W. Eardley. Leeds—Mr. W. Wrightley, 11, Albion-Street. Hull—Mr. R. Y. Fenton. Bradford—Mr. J. Jewison. Skipton—Mr. J. Farrand. Halifax—Mr. C. Hemingway. Rotherham—Mr. E. Newman. York—Mr. T. Clark. Leeds—Northern Star. <box>292 406 538 477</box>
article-paragraph: This finished the most amusing display of the spirit of Whiggery that this city has witnessed for many a day. They may think that in carrying their measure they will find the people indifferent, but they may rest assured that the people of Glasgow are too well acquainted with Whig promises to be deceived by them again. <box>1072 1648 1308 1719</box>
article-paragraph: Mr. Oswald, M.P., then came forward amidst uproar, hisses, and cheers, and spoke at considerable length on the injurious effects of the Corn Laws upon the trade and commerce of the country, and urged the meeting to unite in petitioning Parliament for their total and immediate repeal. <box>812 730 1058 789</box>
article-paragraph: Mr. Pattison then proceeded to show that the working classes could derive no permanent benefit from the repeal of the Corn Laws while they remained without political power, and that the manufacturers who supported the repeal were actuated solely by a desire to lower the wages of labour. <box>1072 748 1308 807</box>
article-paragraph: Mr. Oswald, M.P., then came forward amidst uproar, hisses, and cheers, and spoke at considerable length on the injurious effects of the Corn Laws upon the trade and commerce of the country, and urged the meeting to unite in petitioning Parliament for their total and immediate repeal. <box>812 1534 1058 1593</box>
news-heading: TRIAL OF FROST. <box>1332 1341 1421 1352</box>
table-cell: 70 <box>459 141 494 152</box>
advert-body: HAVING devoted his studies for many years exclusively to the treatment of the above diseases, and to the restoration of those unfortunate individuals who have been afflicted, he continues to be consulted at his residence, 21, FALKNER-STREET, MANCHESTER, from Ten till Two, and from Five till Eight in the Evening, and on Sundays from Ten till Two. <box>292 899 538 970</box>
advert-body: No bad Symptoms, the frequent consequence of ignorant treatment, have ever followed their use, and their efficacy which is now established in every part of the Kingdom is unequalled. <box>28 1991 278 2026</box>
article-paragraph: Mr. Purdie, Secretary of the Universal Suffrage Central Committee, came forward and moved the amendment, that it was the opinion of this meeting that no measure of real benefit could be expected from a Parliament not chosen by the people, and that the meeting pledged itself to the principles of the People's Charter. <box>812 1077 1058 1148</box>
testimonial-signature: ANDREW HURST, Weaver, Wingate, Heart Houghton, four miles from Bolton. <box>55 477 278 500</box>
advert-body: THE MORAL EFFECTS OF ARISTOCRACY: the Peerage Examined. A Catechism for the Use of the Swedish Nightingale. To which is added A Dialogue between John Bull and President Yankee, on Monarchies and Republics. <box>552 596 798 643</box>
article-paragraph: Mr. W. C. Pattison, member of the Universal Suffrage Committee, for Scotland, now made his appearance, and was loudly cheered. He said, as it was the purpose of the addition to one of your resolutions, in the Town Hall, I wish to give you a few reasons why I oppose the motion. <box>1072 636 1308 695</box>
